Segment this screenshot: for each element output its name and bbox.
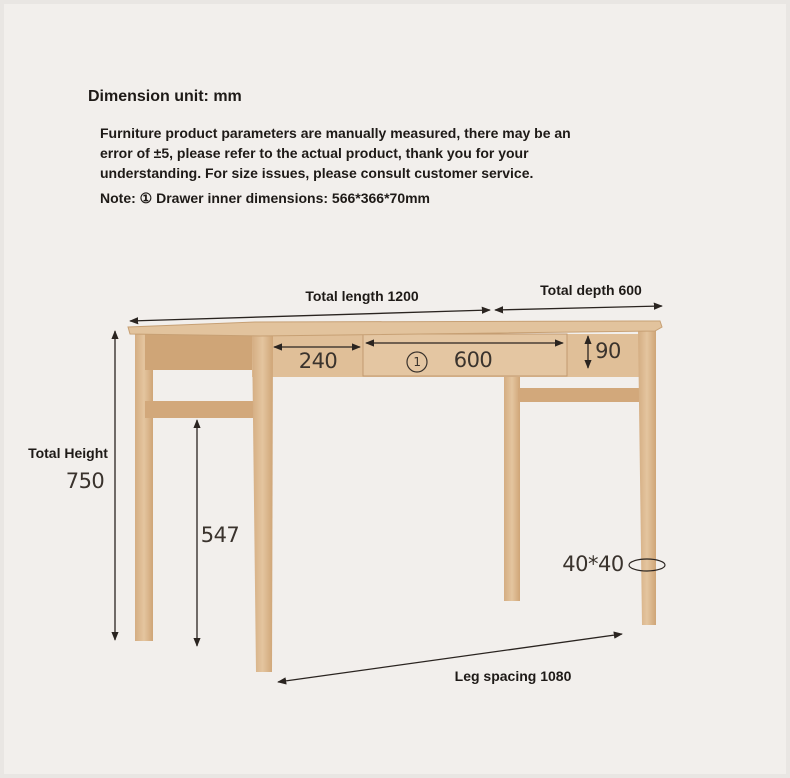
total-length-line [130, 310, 490, 321]
drawer-marker-label: 1 [413, 355, 421, 369]
right-stretcher [518, 388, 640, 402]
side-segment-label: 240 [298, 349, 338, 373]
knee-height-label: 547 [200, 523, 240, 547]
total-height-label: Total Height [28, 445, 108, 461]
back-left-leg [135, 334, 153, 641]
back-right-leg [504, 368, 520, 601]
drawer-width-label: 600 [453, 348, 493, 372]
drawer-height-label: 90 [595, 339, 621, 363]
front-left-leg [252, 334, 273, 672]
leg-spacing-label: Leg spacing 1080 [454, 668, 572, 684]
total-height-value: 750 [65, 469, 105, 493]
front-right-leg [638, 330, 656, 625]
left-side-apron [145, 334, 253, 370]
dimension-unit-title: Dimension unit: mm [88, 88, 242, 105]
left-stretcher [145, 401, 253, 418]
measurement-disclaimer: Furniture product parameters are manually measured, there may be an error of ±5, please refer to the actual product, thank you for your understanding. For size issues, please consult customer service. [100, 125, 571, 181]
total-length-label: Total length 1200 [305, 288, 419, 304]
total-depth-line [495, 306, 662, 310]
drawer-note: Note: ① Drawer inner dimensions: 566*366*70mm [100, 190, 431, 206]
total-depth-label: Total depth 600 [540, 282, 642, 298]
tabletop [128, 321, 662, 336]
leg-section-label: 40*40 [562, 552, 624, 576]
